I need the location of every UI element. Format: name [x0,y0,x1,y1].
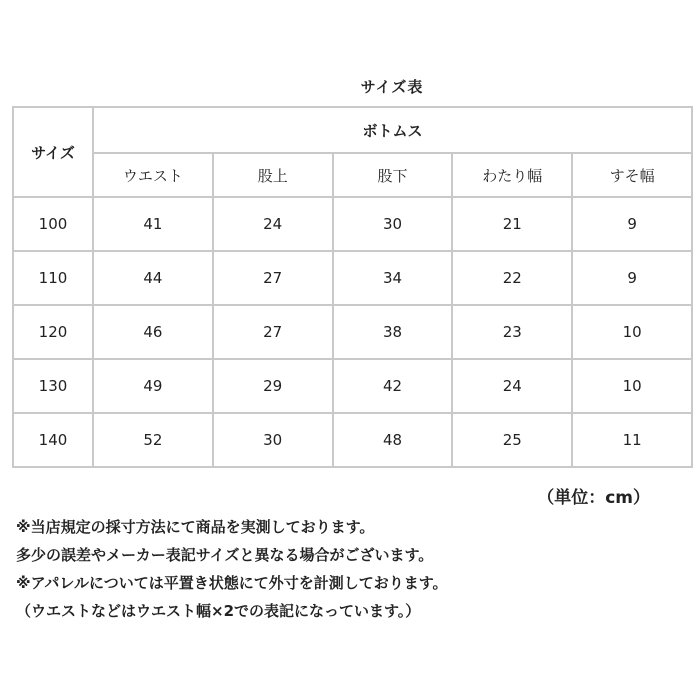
data-cell: 9 [572,197,692,251]
data-cell: 30 [213,413,333,467]
data-cell: 52 [93,413,213,467]
data-cell: 23 [452,305,572,359]
table-row [13,413,692,467]
size-cell: 120 [13,305,93,359]
data-cell: 27 [213,251,333,305]
data-cell: 11 [572,413,692,467]
data-cell: 9 [572,251,692,305]
data-cell: 42 [333,359,453,413]
table-row [13,197,692,251]
data-cell: 25 [452,413,572,467]
note-line: ※アパレルについては平置き状態にて外寸を計測しております。 [16,574,448,592]
data-cell: 30 [333,197,453,251]
size-cell: 100 [13,197,93,251]
data-cell: 29 [213,359,333,413]
data-cell: 38 [333,305,453,359]
page-title: サイズ表 [360,78,424,96]
column-header-hem-width: すそ幅 [572,153,692,197]
data-cell: 27 [213,305,333,359]
data-cell: 24 [213,197,333,251]
size-table [12,106,693,468]
note-line: （ウエストなどはウエスト幅×2での表記になっています。） [16,602,421,620]
data-cell: 48 [333,413,453,467]
note-line: ※当店規定の採寸方法にて商品を実測しております。 [16,518,375,536]
size-cell: 140 [13,413,93,467]
data-cell: 46 [93,305,213,359]
table-row [13,305,692,359]
size-header-cell: サイズ [13,107,93,197]
bottoms-header-cell: ボトムス [93,107,692,153]
size-cell: 130 [13,359,93,413]
data-cell: 21 [452,197,572,251]
data-cell: 41 [93,197,213,251]
table-header-row [13,107,692,153]
data-cell: 44 [93,251,213,305]
column-header-inseam: 股下 [333,153,453,197]
unit-note: （単位：cm） [537,488,650,508]
column-header-waist: ウエスト [93,153,213,197]
size-cell: 110 [13,251,93,305]
note-line: 多少の誤差やメーカー表記サイズと異なる場合がございます。 [16,546,434,564]
data-cell: 10 [572,305,692,359]
data-cell: 24 [452,359,572,413]
data-cell: 22 [452,251,572,305]
notes-block [16,513,448,625]
table-row [13,251,692,305]
data-cell: 34 [333,251,453,305]
column-header-row [13,153,692,197]
data-cell: 49 [93,359,213,413]
data-cell: 10 [572,359,692,413]
table-row [13,359,692,413]
column-header-rise: 股上 [213,153,333,197]
column-header-thigh-width: わたり幅 [452,153,572,197]
